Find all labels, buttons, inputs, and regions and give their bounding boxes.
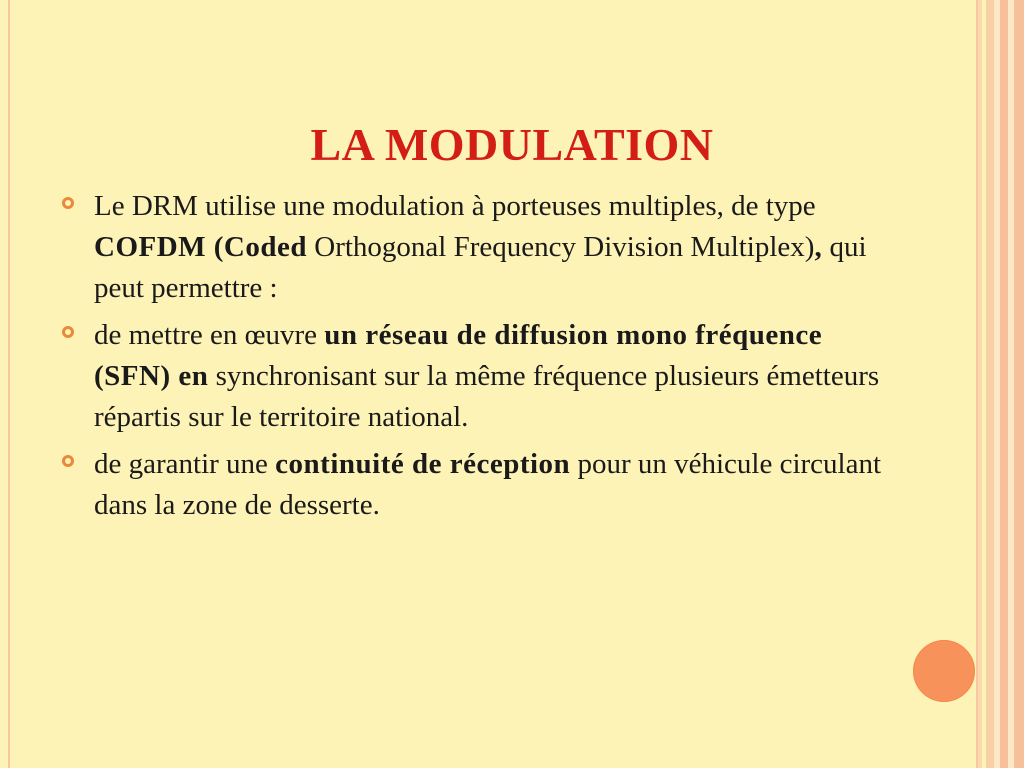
bullet-ring-icon <box>62 455 74 467</box>
bold-text: , <box>814 231 823 263</box>
bullet-ring-icon <box>62 197 74 209</box>
bullet-item-1 <box>62 186 892 309</box>
bold-text: un réseau de diffusion mono fréquence (SFN) en <box>94 319 823 392</box>
bullet-item-2 <box>62 315 892 438</box>
bullet-list <box>62 186 892 532</box>
bullet-item-3 <box>62 444 892 526</box>
text: qui peut permettre : <box>94 231 867 304</box>
text: pour un véhicule circulant dans la zone de desserte. <box>94 448 882 521</box>
text: de mettre en œuvre <box>94 319 325 351</box>
bullet-ring-icon <box>62 326 74 338</box>
text: de garantir une <box>94 448 276 480</box>
text: Orthogonal Frequency Division Multiplex) <box>307 231 815 263</box>
decorative-stripes <box>978 0 1024 768</box>
bold-text: COFDM (Coded <box>94 231 308 263</box>
text: Le DRM utilise une modulation à porteuses multiples, de type <box>94 190 816 222</box>
decorative-circle <box>913 640 975 702</box>
text: synchronisant sur la même fréquence plusieurs émetteurs répartis sur le territoire national. <box>94 360 880 433</box>
slide-title: LA MODULATION <box>310 119 714 170</box>
bold-text: continuité de réception <box>275 448 571 480</box>
